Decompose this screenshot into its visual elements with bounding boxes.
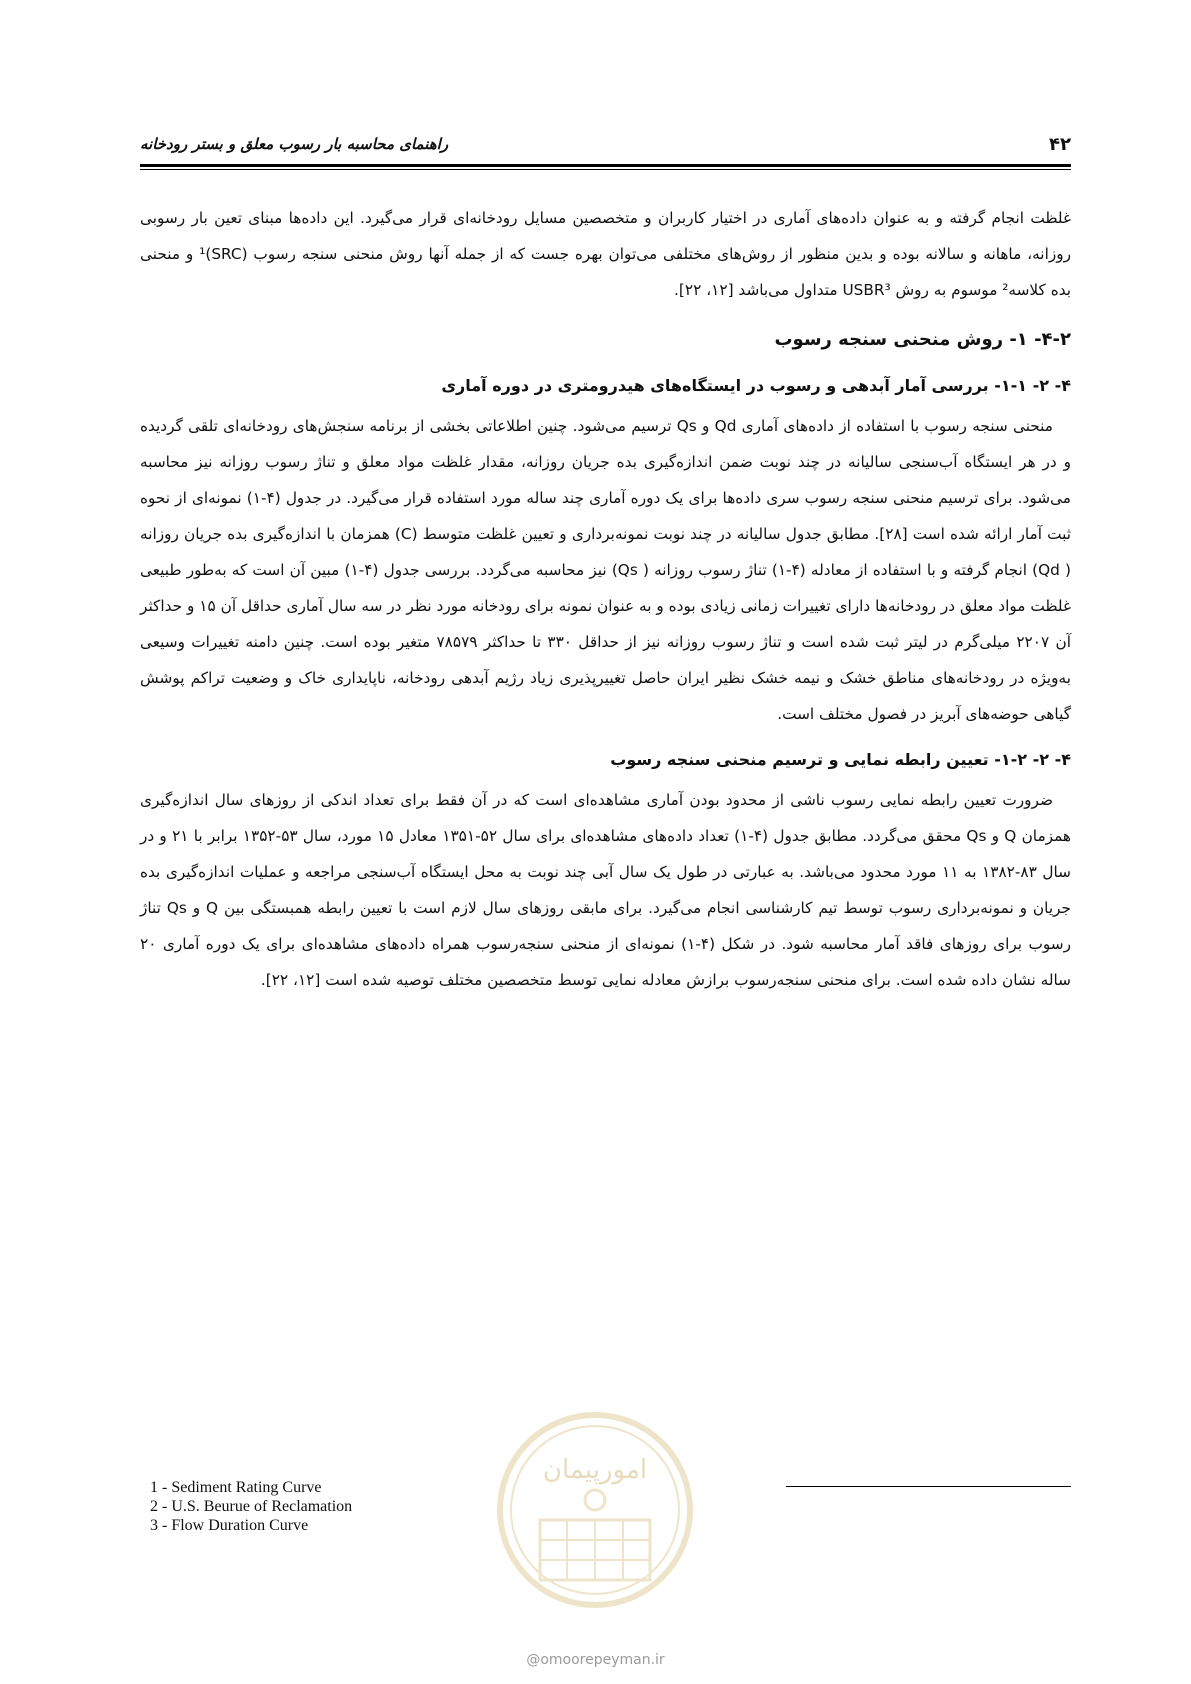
footnotes bbox=[150, 1478, 352, 1535]
section-title: ۴-۲- ۱- روش منحنی سنجه رسوب bbox=[774, 329, 1071, 350]
page-header bbox=[140, 127, 1071, 161]
footnote-rule bbox=[786, 1486, 1071, 1487]
watermark-logo-text: امورپیمان bbox=[542, 1455, 648, 1485]
footnote-3: 3 - Flow Duration Curve bbox=[150, 1517, 309, 1534]
intro-paragraph: غلظت انجام گرفته و به عنوان داده‌های آماری در اختیار کاربران و متخصصین مسایل رودخانه‌ای قرار می‌گیرد. این داده‌ها مبنای تعین بار رسوبی روزانه، ماهانه و سالانه بوده و بدین منظور از روش‌های مختلفی می‌توان بهره جست که از جمله آنها روش منحنی سنجه رسوب (SRC)¹ و منحنی بده کلاسه² موسوم به روش USBR³ متداول می‌باشد [۱۲، ۲۲]. bbox=[140, 209, 1071, 299]
watermark-seal bbox=[485, 1400, 705, 1640]
subsection-2-paragraph: ضرورت تعیین رابطه نمایی رسوب ناشی از محدود بودن آماری مشاهده‌ای است که در آن فقط برای تعداد اندکی از روزهای سال اندازه‌گیری همزمان Q و Qs محقق می‌گردد. مطابق جدول (۴-۱) تعداد داده‌های مشاهده‌ای برای سال ۵۲-۱۳۵۱ معادل ۱۵ مورد، سال ۵۳-۱۳۵۲ برابر با ۲۱ و در سال ۸۳-۱۳۸۲ به ۱۱ مورد محدود می‌باشد. به عبارتی در طول یک سال آبی چند نوبت به محل ایستگاه آب‌سنجی مراجعه و عملیات اندازه‌گیری بده جریان و نمونه‌برداری رسوب توسط تیم کارشناسی انجام می‌گیرد. برای مابقی روزهای سال لازم است با تعیین رابطه همبستگی بین Q و Qs تناژ رسوب برای روزهای فاقد آمار محاسبه شود. در شکل (۴-۱) نمونه‌ای از منحنی سنجه‌رسوب همراه داده‌های مشاهده‌ای برای یک دوره آماری ۲۰ ساله نشان داده شده است. برای منحنی سنجه‌رسوب برازش معادله نمایی توسط متخصصین مختلف توصیه شده است [۱۲، ۲۲]. bbox=[140, 791, 1072, 989]
footnote-2: 2 - U.S. Beurue of Reclamation bbox=[150, 1498, 353, 1515]
subsection-1-paragraph: منحنی سنجه رسوب با استفاده از داده‌های آماری Qd و Qs ترسیم می‌شود. چنین اطلاعاتی بخشی از برنامه سنجش‌های رودخانه‌ای تلقی گردیده و در هر ایستگاه آب‌سنجی سالیانه در چند نوبت ضمن اندازه‌گیری بده جریان روزانه، مقدار غلظت مواد معلق و تناژ رسوب روزانه نیز محاسبه می‌شود. برای ترسیم منحنی سنجه رسوب سری داده‌ها برای یک دوره آماری چند ساله مورد استفاده قرار می‌گیرد. در جدول (۴-۱) نمونه‌ای از نحوه ثبت آمار ارائه شده است [۲۸]. مطابق جدول سالیانه در چند نوبت نمونه‌برداری و تعیین غلظت متوسط (C) همزمان با اندازه‌گیری بده جریان روزانه ( Qd) انجام گرفته و با استفاده از معادله (۴-۱) تناژ رسوب روزانه ( Qs) نیز محاسبه می‌گردد. بررسی جدول (۴-۱) مبین آن است که به‌طور طبیعی غلظت مواد معلق در رودخانه‌ها دارای تغییرات زمانی زیادی بوده و به عنوان نمونه برای رودخانه مورد نظر در سه سال آماری حداقل آن ۱۵ و حداکثر آن ۲۲۰۷ میلی‌گرم در لیتر ثبت شده است و تناژ رسوب روزانه نیز از حداقل ۳۳۰ تا حداکثر ۷۸۵۷۹ متغیر بوده است. چنین دامنه تغییرات وسیعی به‌ویژه در رودخانه‌های مناطق خشک و نیمه خشک نظیر ایران حاصل تغییرپذیری زیاد رژیم آبدهی رودخانه، ناپایداری خاک و وضعیت تراکم پوشش گیاهی حوضه‌های آبریز در فصول مختلف است. bbox=[140, 417, 1072, 723]
running-title: راهنمای محاسبه بار رسوب معلق و بستر رودخانه bbox=[140, 135, 449, 153]
watermark-url: @omoorepeyman.ir bbox=[526, 1652, 665, 1668]
header-rule bbox=[140, 164, 1071, 170]
subsection-1-title: ۴- ۲- ۱-۱- بررسی آمار آبدهی و رسوب در ایستگاه‌های هیدرومتری در دوره آماری bbox=[441, 376, 1071, 395]
page-number: ۴۲ bbox=[1049, 133, 1071, 155]
main-content bbox=[140, 200, 1071, 998]
subsection-2-title: ۴- ۲- ۱-۲- تعیین رابطه نمایی و ترسیم منحنی سنجه رسوب bbox=[610, 750, 1071, 769]
footnote-1: 1 - Sediment Rating Curve bbox=[150, 1479, 322, 1496]
